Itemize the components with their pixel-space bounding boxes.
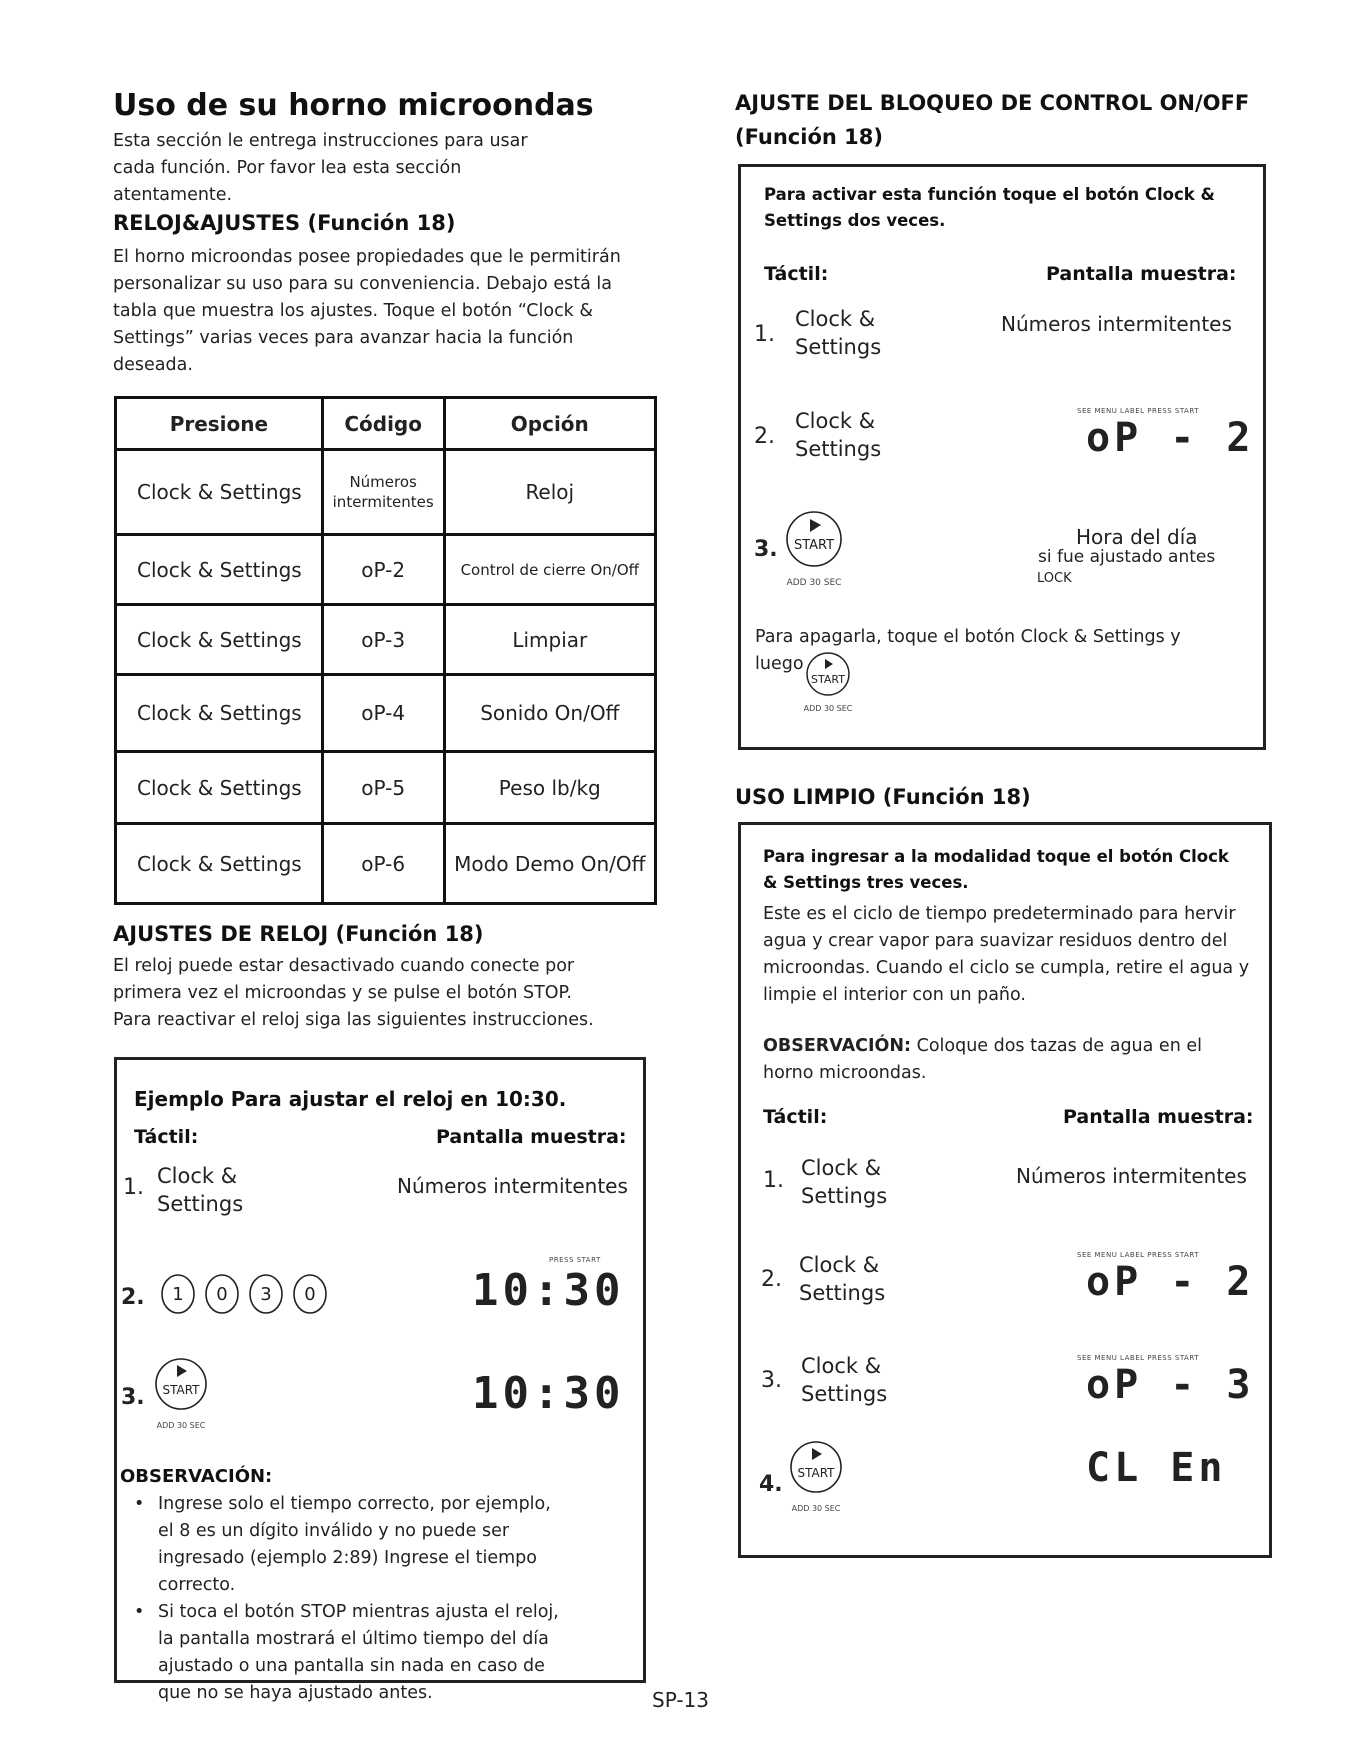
cell-option: Control de cierre On/Off: [444, 535, 655, 605]
cell-press: Clock & Settings: [116, 824, 323, 904]
press-start-label: PRESS START: [549, 1256, 601, 1264]
table-row: [116, 450, 656, 535]
button-label-line2: Settings: [795, 437, 882, 461]
clean-intro: Para ingresar a la modalidad toque el botón Clock & Settings tres veces.: [763, 847, 1229, 892]
step-number: 1.: [763, 1168, 784, 1193]
key-0b[interactable]: 0: [304, 1284, 316, 1305]
display-time-of-day: Hora del día: [1076, 525, 1198, 549]
button-label-line2: Settings: [795, 335, 882, 359]
off-instructions-then: luego: [755, 654, 804, 674]
cell-option: Peso lb/kg: [444, 752, 655, 824]
col-touch-label: Táctil:: [134, 1126, 199, 1148]
cell-press: Clock & Settings: [116, 752, 323, 824]
button-label-line2: Settings: [801, 1184, 888, 1208]
lock-box: [738, 164, 1266, 750]
cell-option: Limpiar: [444, 605, 655, 675]
display-1030: 10:30: [472, 1265, 625, 1316]
cell-code: oP-3: [322, 605, 444, 675]
table-row: [116, 752, 656, 824]
button-label-line1: Clock &: [157, 1164, 238, 1188]
obs-list: [120, 1491, 560, 1707]
start-icon: [785, 1433, 895, 1523]
settings-table: [114, 396, 657, 905]
svg-text:ADD 30 SEC: ADD 30 SEC: [786, 578, 842, 588]
button-label-line1: Clock &: [801, 1156, 882, 1180]
clock-settings-button[interactable]: [801, 1352, 887, 1408]
col-display-label: Pantalla muestra:: [1046, 263, 1237, 285]
cell-code: oP-2: [322, 535, 444, 605]
cell-code: oP-5: [322, 752, 444, 824]
start-icon: [153, 1350, 263, 1440]
page-number: SP-13: [652, 1688, 709, 1712]
svg-text:START: START: [793, 538, 835, 553]
svg-text:START: START: [811, 673, 845, 686]
see-menu-label: SEE MENU LABEL PRESS START: [1077, 407, 1199, 415]
start-button[interactable]: [153, 1350, 283, 1442]
number-keys-graphic: [159, 1272, 349, 1316]
svg-text:START: START: [797, 1466, 835, 1480]
clean-observation: [763, 1033, 1243, 1087]
clean-heading: USO LIMPIO (Función 18): [735, 785, 1031, 809]
obs-heading: OBSERVACIÓN:: [120, 1466, 273, 1487]
svg-text:ADD 30 SEC: ADD 30 SEC: [156, 1421, 206, 1430]
display-op2: oP - 2: [1086, 415, 1255, 461]
display-flashing-numbers: Números intermitentes: [1016, 1164, 1247, 1188]
off-instructions: Para apagarla, toque el botón Clock & Settings y: [755, 627, 1181, 647]
start-icon: [783, 503, 893, 593]
number-keys: [159, 1272, 349, 1320]
col-touch-label: Táctil:: [764, 263, 829, 285]
start-button[interactable]: [799, 647, 929, 739]
step-number: 2.: [761, 1267, 782, 1292]
step-number: 2.: [121, 1285, 145, 1310]
reloj-text: El horno microondas posee propiedades que le permitirán personalizar su uso para su conveniencia. Debajo está la tabla que muestra los ajustes. Toque el botón “Clock & Settings” varias veces para avanzar hacia la función deseada.: [113, 247, 621, 375]
obs-text: Coloque dos tazas de agua en el horno microondas.: [763, 1036, 1202, 1083]
button-label-line1: Clock &: [799, 1253, 880, 1277]
step-number: 2.: [754, 424, 775, 449]
cell-option: Reloj: [444, 450, 655, 535]
cell-option: Sonido On/Off: [444, 675, 655, 752]
clean-box: [738, 822, 1272, 1558]
step-number: 3.: [121, 1385, 145, 1410]
button-label-line1: Clock &: [795, 307, 876, 331]
display-op3: oP - 3: [1086, 1362, 1255, 1408]
header-press: Presione: [116, 398, 323, 450]
reloj-heading: RELOJ&AJUSTES (Función 18): [113, 211, 456, 235]
cell-option: Modo Demo On/Off: [444, 824, 655, 904]
obs-label: OBSERVACIÓN:: [763, 1036, 912, 1056]
clock-settings-button[interactable]: [801, 1154, 887, 1210]
col-touch-label: Táctil:: [763, 1106, 828, 1128]
display-flashing-numbers: Números intermitentes: [1001, 312, 1232, 336]
list-item: • Si toca el botón STOP mientras ajusta el reloj, la pantalla mostrará el último tiempo del día ajustado o una pantalla sin nada en caso de que no se haya ajustado antes.: [120, 1599, 560, 1707]
clock-settings-button[interactable]: [795, 305, 881, 361]
svg-text:START: START: [162, 1383, 200, 1397]
ajustes-text: El reloj puede estar desactivado cuando conecte por primera vez el microondas y se pulse el botón STOP. Para reactivar el reloj siga las siguientes instrucciones.: [113, 956, 594, 1030]
display-1030-final: 10:30: [472, 1368, 625, 1419]
page-title: Uso de su horno microondas: [113, 88, 594, 123]
key-0[interactable]: 0: [216, 1284, 228, 1305]
start-button[interactable]: [785, 1433, 915, 1525]
step-number: 3.: [761, 1368, 782, 1393]
table-header-row: [116, 398, 656, 450]
cell-press: Clock & Settings: [116, 535, 323, 605]
display-op2: oP - 2: [1086, 1259, 1255, 1305]
step-number: 4.: [759, 1472, 783, 1497]
button-label-line2: Settings: [157, 1192, 244, 1216]
button-label-line2: Settings: [799, 1281, 886, 1305]
clean-text: Este es el ciclo de tiempo predeterminado para hervir agua y crear vapor para suavizar residuos dentro del microondas. Cuando el ciclo se cumpla, retire el agua y limpie el interior con un paño.: [763, 904, 1250, 1005]
cell-press: Clock & Settings: [116, 605, 323, 675]
cell-code: oP-4: [322, 675, 444, 752]
table-row: [116, 535, 656, 605]
key-1[interactable]: 1: [172, 1284, 184, 1305]
intro-text: Esta sección le entrega instrucciones para usar cada función. Por favor lea esta sección atentamente.: [113, 131, 528, 205]
display-if-set: si fue ajustado antes: [1038, 547, 1216, 567]
clock-example-box: [114, 1057, 646, 1703]
header-option: Opción: [444, 398, 655, 450]
step-number: 1.: [123, 1175, 144, 1200]
step-number: 3.: [754, 537, 778, 562]
col-display-label: Pantalla muestra:: [436, 1126, 627, 1148]
list-item: • Ingrese solo el tiempo correcto, por ejemplo, el 8 es un dígito inválido y no puede ser ingresado (ejemplo 2:89) Ingrese el tiempo correcto.: [120, 1491, 560, 1599]
see-menu-label: SEE MENU LABEL PRESS START: [1077, 1354, 1199, 1362]
key-3[interactable]: 3: [260, 1284, 272, 1305]
cell-code: Números intermitentes: [322, 450, 444, 535]
clock-settings-button[interactable]: [795, 407, 881, 463]
table-row: [116, 605, 656, 675]
lock-heading: AJUSTE DEL BLOQUEO DE CONTROL ON/OFF (Función 18): [735, 91, 1250, 149]
table-row: [116, 675, 656, 752]
cell-code: oP-6: [322, 824, 444, 904]
see-menu-label: SEE MENU LABEL PRESS START: [1077, 1251, 1199, 1259]
button-label-line2: Settings: [801, 1382, 888, 1406]
cell-press: Clock & Settings: [116, 675, 323, 752]
step-number: 1.: [754, 322, 775, 347]
button-label-line1: Clock &: [801, 1354, 882, 1378]
clock-settings-button[interactable]: [799, 1251, 885, 1307]
display-lock-indicator: LOCK: [1037, 571, 1072, 586]
header-code: Código: [322, 398, 444, 450]
lock-intro: Para activar esta función toque el botón Clock & Settings dos veces.: [764, 185, 1215, 230]
col-display-label: Pantalla muestra:: [1063, 1106, 1254, 1128]
ajustes-heading: AJUSTES DE RELOJ (Función 18): [113, 922, 484, 946]
svg-text:ADD 30 SEC: ADD 30 SEC: [803, 704, 853, 713]
display-clean: CL En: [1086, 1445, 1227, 1491]
display-flashing-numbers: Números intermitentes: [397, 1174, 628, 1198]
start-button[interactable]: [783, 503, 913, 595]
svg-text:ADD 30 SEC: ADD 30 SEC: [791, 1504, 841, 1513]
table-row: [116, 824, 656, 904]
example-title: Ejemplo Para ajustar el reloj en 10:30.: [134, 1087, 567, 1111]
start-icon: [799, 647, 909, 737]
cell-press: Clock & Settings: [116, 450, 323, 535]
button-label-line1: Clock &: [795, 409, 876, 433]
clock-settings-button[interactable]: [157, 1162, 243, 1218]
